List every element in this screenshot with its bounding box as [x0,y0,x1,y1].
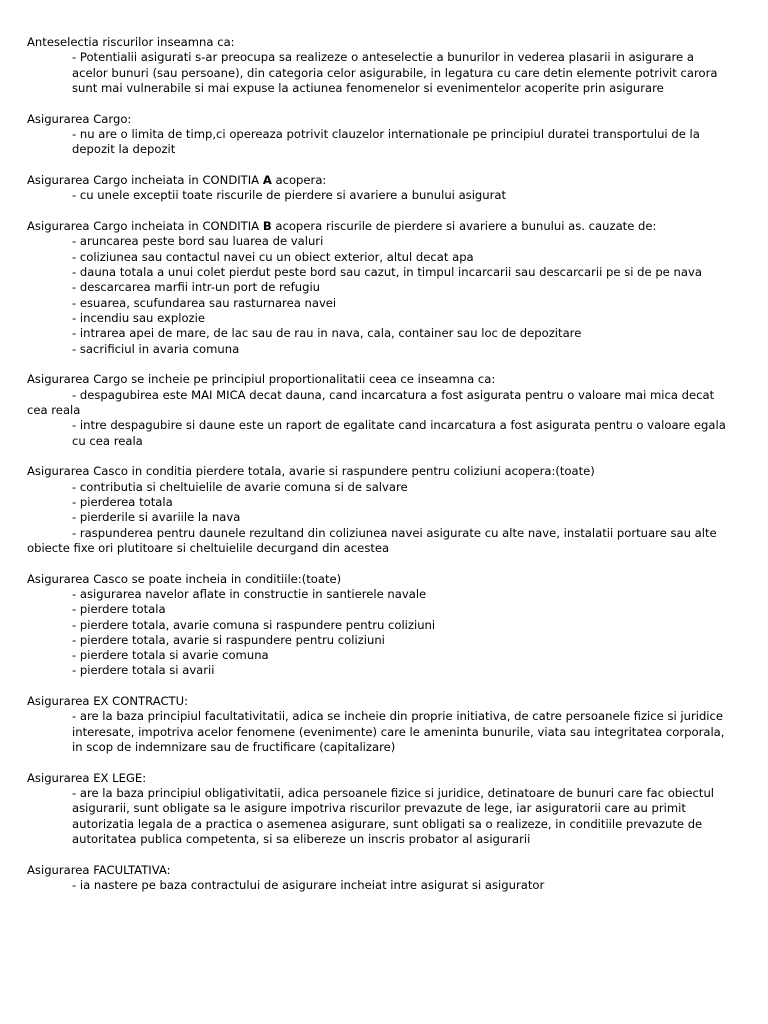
item-list [27,878,727,893]
list-item: - raspunderea pentru daunele rezultand din coliziunea navei asigurate cu alte nave, instalatii portuare sau alte obiecte fixe ori plutitoare si cheltuielile decurgand din acestea [27,525,717,555]
condition-letter: A [262,173,272,188]
item-list [27,786,727,847]
section [27,219,727,357]
item-list [27,388,727,449]
heading-text: Asigurarea Cargo incheiata in CONDITIA [27,219,263,234]
list-item: - pierdere totala si avarii [72,663,215,678]
section [27,771,727,847]
list-item: - coliziunea sau contactul navei cu un obiect exterior, altul decat apa [72,249,474,264]
item-list [27,587,727,679]
section-heading: Asigurarea EX CONTRACTU: [27,694,189,709]
list-item: - Potentialii asigurati s-ar preocupa sa realizeze o anteselectie a bunurilor in vederea plasarii in asigurare a acelor bunuri (sau persoane), din categoria celor asigurabile, in legatura cu care detin elemente potrivit carora sunt mai vulnerabile si mai expuse la actiunea fenomenelor si evenimentelor acoperite prin asigurare [72,50,718,95]
section [27,694,727,755]
list-item: - incendiu sau explozie [72,310,205,325]
item-list [27,127,727,158]
list-item: - intre despagubire si daune este un raport de egalitate cand incarcatura a fost asigurata pentru o valoare egala cu cea reala [72,418,726,448]
list-item: - aruncarea peste bord sau luarea de valuri [72,234,324,249]
item-list [27,709,727,755]
item-list [27,234,727,356]
section-heading: Asigurarea Casco in conditia pierdere totala, avarie si raspundere pentru coliziuni acopera:(toate) [27,464,595,479]
section-heading: Asigurarea Cargo: [27,111,132,126]
section-heading: Asigurarea FACULTATIVA: [27,862,171,877]
heading-text: acopera riscurile de pierdere si avariere a bunului as. cauzate de: [271,219,657,234]
list-item: - pierdere totala, avarie comuna si raspundere pentru coliziuni [72,617,436,632]
list-item: - ia nastere pe baza contractului de asigurare incheiat intre asigurat si asigurator [72,878,545,893]
section [27,572,727,679]
list-item: - descarcarea marfii intr-un port de refugiu [72,280,321,295]
list-item: - are la baza principiul facultativitatii, adica se incheie din proprie initiativa, de catre persoanele fizice si juridice interesate, impotriva acelor fenomene (evenimente) care le ameninta bunurile, viata sau integritatea corporala, in scop de indemnizare sau de fructificare (capitalizare) [72,709,725,755]
section-heading: Asigurarea EX LEGE: [27,770,147,785]
heading-text: Asigurarea Cargo incheiata in CONDITIA [27,173,263,188]
list-item: - sacrificiul in avaria comuna [72,341,240,356]
section-heading: Asigurarea Cargo se incheie pe principiul proportionalitatii ceea ce inseamna ca: [27,372,496,387]
condition-letter: B [262,219,272,234]
section [27,863,727,894]
section [27,464,727,556]
list-item: - contributia si cheltuielile de avarie comuna si de salvare [72,479,408,494]
list-item: - pierdere totala si avarie comuna [72,648,269,663]
list-item: - pierderea totala [72,494,173,509]
section-heading: Asigurarea Casco se poate incheia in conditiile:(toate) [27,571,342,586]
section [27,372,727,448]
heading-text: acopera: [271,173,327,188]
list-item: - cu unele exceptii toate riscurile de pierdere si avariere a bunului asigurat [72,188,507,203]
section-heading [27,219,727,234]
list-item: - are la baza principiul obligativitatii, adica persoanele fizice si juridice, detinatoare de bunuri care fac obiectul asigurarii, sunt obligate sa le asigure impotriva riscurilor prevazute de lege, iar asiguratorii care au primit autorizatia legala de a practica o asemenea asigurare, sunt obligati sa o realizeze, in conditiile prevazute de autoritatea publica competenta, si sa elibereze un inscris probator al asigurarii [72,786,715,847]
section [27,35,727,96]
item-list [27,480,727,556]
list-item: - despagubirea este MAI MICA decat dauna, cand incarcatura a fost asigurata pentru o valoare mai mica decat cea reala [27,387,715,417]
section [27,112,727,158]
section-heading: Anteselectia riscurilor inseamna ca: [27,35,235,49]
item-list [27,50,727,96]
list-item: - esuarea, scufundarea sau rasturnarea navei [72,295,337,310]
list-item: - asigurarea navelor aflate in constructie in santierele navale [72,586,427,601]
section-heading [27,173,727,188]
list-item: - dauna totala a unui colet pierdut peste bord sau cazut, in timpul incarcarii sau descarcarii pe si de pe nava [72,265,702,280]
section [27,173,727,204]
document-body [27,35,727,909]
list-item: - pierderile si avariile la nava [72,510,241,525]
list-item: - nu are o limita de timp,ci opereaza potrivit clauzelor internationale pe principiul duratei transportului de la depozit la depozit [72,126,700,157]
list-item: - intrarea apei de mare, de lac sau de rau in nava, cala, container sau loc de depozitare [72,326,582,341]
list-item: - pierdere totala, avarie si raspundere pentru coliziuni [72,632,385,647]
item-list [27,188,727,203]
list-item: - pierdere totala [72,602,166,617]
